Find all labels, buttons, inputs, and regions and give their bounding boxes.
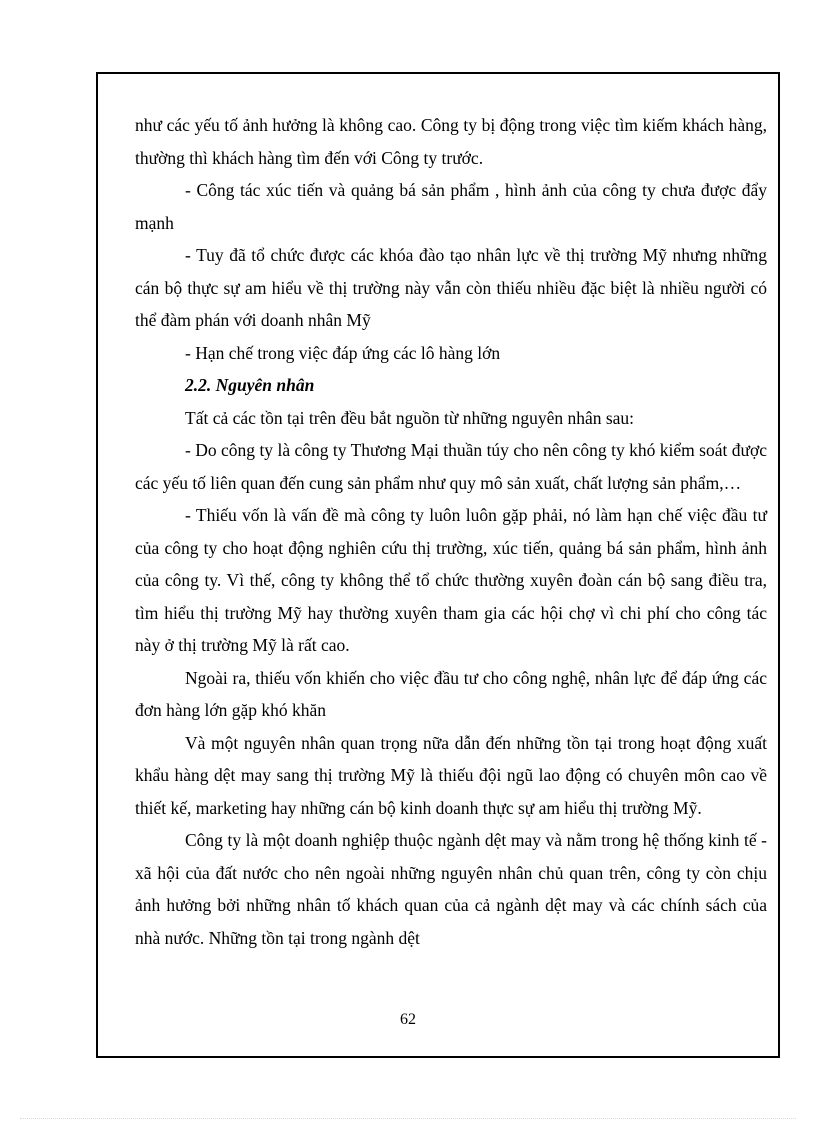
paragraph-8: Ngoài ra, thiếu vốn khiến cho việc đầu tư cho công nghệ, nhân lực để đáp ứng các đơn hàng lớn gặp khó khăn — [135, 667, 767, 720]
paragraph-1: như các yếu tố ảnh hưởng là không cao. Công ty bị động trong việc tìm kiếm khách hàng, thường thì khách hàng tìm đến với Công ty trước. — [135, 115, 767, 168]
paragraph-10: Công ty là một doanh nghiệp thuộc ngành dệt may và nằm trong hệ thống kinh tế - xã hội của đất nước cho nên ngoài những nguyên nhân chủ quan trên, công ty còn chịu ảnh hưởng bởi những nhân tố khách quan của cả ngành dệt may và các chính sách của nhà nước. Những tồn tại trong ngành dệt — [135, 830, 767, 948]
paragraph-6: - Do công ty là công ty Thương Mại thuần túy cho nên công ty khó kiểm soát được các yếu tố liên quan đến cung sản phẩm như quy mô sản xuất, chất lượng sản phẩm,… — [135, 440, 767, 493]
page-number: 62 — [400, 1011, 416, 1028]
paragraph-4: - Hạn chế trong việc đáp ứng các lô hàng lớn — [185, 342, 501, 363]
paragraph-2: - Công tác xúc tiến và quảng bá sản phẩm , hình ảnh của công ty chưa được đẩy mạnh — [135, 180, 767, 233]
page-divider — [20, 1118, 796, 1119]
document-body — [135, 109, 767, 954]
paragraph-5: Tất cả các tồn tại trên đều bắt nguồn từ những nguyên nhân sau: — [185, 407, 635, 428]
paragraph-9: Và một nguyên nhân quan trọng nữa dẫn đến những tồn tại trong hoạt động xuất khẩu hàng dệt may sang thị trường Mỹ là thiếu đội ngũ lao động có chuyên môn cao về thiết kế, marketing hay những cán bộ kinh doanh thực sự am hiểu thị trường Mỹ. — [135, 732, 767, 818]
section-heading: 2.2. Nguyên nhân — [185, 375, 315, 395]
paragraph-3: - Tuy đã tổ chức được các khóa đào tạo nhân lực về thị trường Mỹ nhưng những cán bộ thực sự am hiểu về thị trường này vẫn còn thiếu nhiều đặc biệt là nhiều người có thể đàm phán với doanh nhân Mỹ — [135, 245, 767, 330]
paragraph-7: - Thiếu vốn là vấn đề mà công ty luôn luôn gặp phải, nó làm hạn chế việc đầu tư của công ty cho hoạt động nghiên cứu thị trường, xúc tiến, quảng bá sản phẩm, hình ảnh của công ty. Vì thế, công ty không thể tổ chức thường xuyên đoàn cán bộ sang điều tra, tìm hiểu thị trường Mỹ hay thường xuyên tham gia các hội chợ vì chi phí cho công tác này ở thị trường Mỹ là rất cao. — [135, 505, 767, 655]
